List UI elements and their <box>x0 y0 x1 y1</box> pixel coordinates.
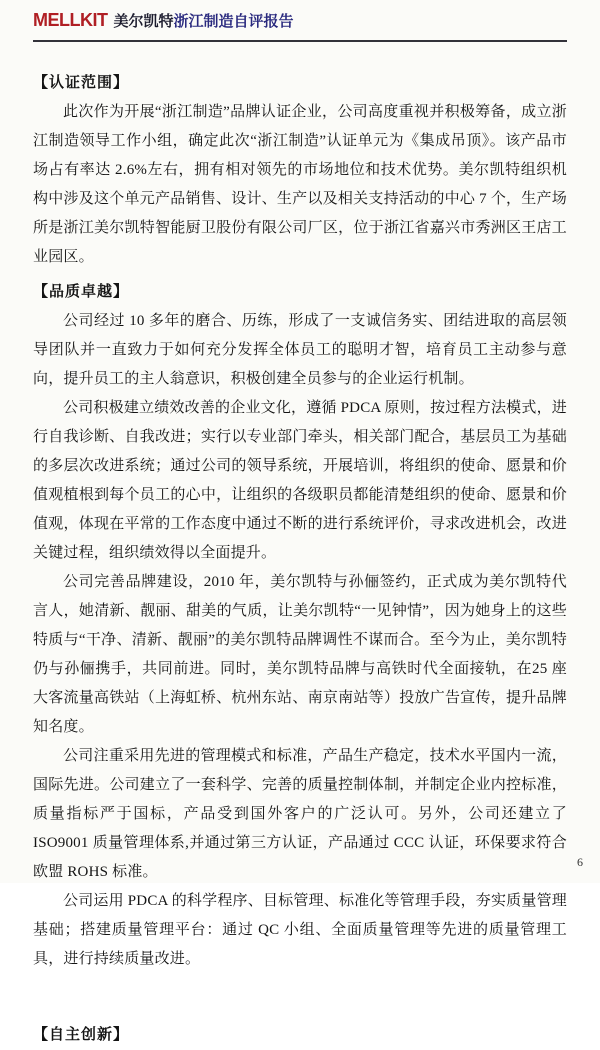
body-paragraph: 公司经过 10 多年的磨合、历练，形成了一支诚信务实、团结进取的高层领导团队并一直致力于如何充分发挥全体员工的聪明才智，培育员工主动参与意向，提升员工的主人翁意识，积极创建全员参与的企业运行机制。 <box>33 313 567 387</box>
body-paragraph: 此次作为开展“浙江制造”品牌认证企业，公司高度重视并积极筹备，成立浙江制造领导工作小组，确定此次“浙江制造”认证单元为《集成吊顶》。该产品市场占有率达 2.6%左右，拥有相对领先的市场地位和技术优势。美尔凯特组织机构中涉及这个单元产品销售、设计、生产以及相关支持活动的中心 7 个，生产场所是浙江美尔凯特智能厨卫股份有限公司厂区，位于浙江省嘉兴市秀洲区王店工业园区。 <box>33 104 567 265</box>
report-body <box>33 42 567 1050</box>
doc-title: 浙江制造自评报告 <box>173 14 294 30</box>
company-name: 美尔凯特 <box>113 14 174 30</box>
section-heading-certification-scope: 【认证范围】 <box>33 75 130 91</box>
body-paragraph: 公司运用 PDCA 的科学程序、目标管理、标准化等管理手段，夯实质量管理基础；搭建质量管理平台：通过 QC 小组、全面质量管理等先进的质量管理工具，进行持续质量改进。 <box>33 893 567 967</box>
body-paragraph: 公司积极建立绩效改善的企业文化，遵循 PDCA 原则，按过程方法模式，进行自我诊断、自我改进；实行以专业部门牵头，相关部门配合，基层员工为基础的多层次改进系统；通过公司的领导系统，开展培训，将组织的使命、愿景和价值观植根到每个员工的心中，让组织的各级职员都能清楚组织的使命、愿景和价值观，体现在平常的工作态度中通过不断的进行系统评价，寻求改进机会，改进关键过程，组织绩效得以全面提升。 <box>33 400 567 561</box>
body-paragraph: 公司注重采用先进的管理模式和标准，产品生产稳定，技术水平国内一流，国际先进。公司建立了一套科学、完善的质量控制体制，并制定企业内控标准，质量指标严于国标，产品受到国外客户的广泛认可。另外，公司还建立了 ISO9001 质量管理体系,并通过第三方认证，产品通过 CCC 认证，环保要求符合欧盟 ROHS 标准。 <box>33 748 567 880</box>
brand-logo: MELLKIT <box>33 10 108 30</box>
section-heading-independent-innovation: 【自主创新】 <box>33 1027 130 1043</box>
body-paragraph: 公司完善品牌建设，2010 年，美尔凯特与孙俪签约，正式成为美尔凯特代言人，她清新、靓丽、甜美的气质，让美尔凯特“一见钟情”，因为她身上的这些特质与“干净、清新、靓丽”的美尔凯特品牌调性不谋而合。至今为止，美尔凯特仍与孙俪携手，共同前进。同时，美尔凯特品牌与高铁时代全面接轨，在25 座大客流量高铁站（上海虹桥、杭州东站、南京南站等）投放广告宣传，提升品牌知名度。 <box>33 574 567 735</box>
section-heading-quality-excellence: 【品质卓越】 <box>33 284 130 300</box>
report-header <box>33 8 567 42</box>
page-number: 6 <box>577 855 583 869</box>
